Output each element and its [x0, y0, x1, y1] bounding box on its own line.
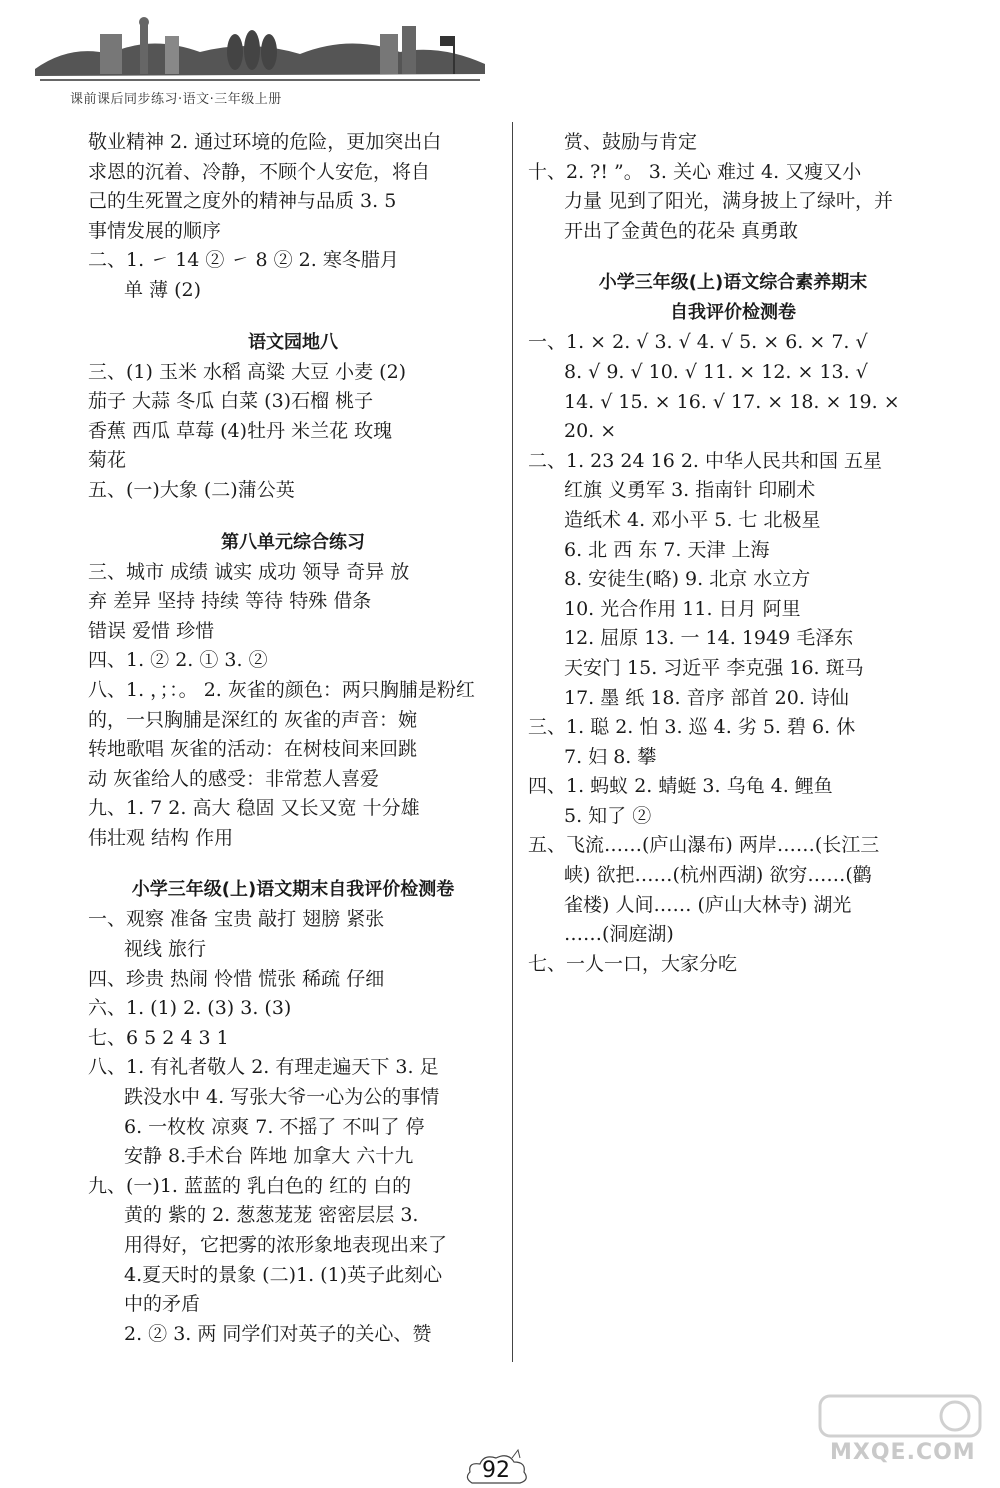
answer-line: 茄子 大蒜 冬瓜 白菜 (3)石榴 桃子 — [88, 390, 374, 413]
answer-line: 敬业精神 2. 通过环境的危险，更加突出白 — [88, 131, 442, 153]
answer-line: 八、1. 有礼者敬人 2. 有理走遍天下 3. 足 — [88, 1056, 439, 1079]
answer-line: 5. 知了 ② — [564, 804, 652, 827]
answer-line: 十、2. ?! ”。 3. 关心 难过 4. 又瘦又小 — [528, 160, 862, 183]
answer-line: 八、1. ，；：。 2. 灰雀的颜色：两只胸脯是粉红 — [88, 678, 475, 701]
answer-line: 三、(1) 玉米 水稻 高粱 大豆 小麦 (2) — [88, 360, 407, 383]
answer-line: 二、1. ㇀ 14 ② ㇀ 8 ② 2. 寒冬腊月 — [88, 249, 399, 272]
answer-line: 菊花 — [88, 449, 127, 472]
answer-line: 视线 旅行 — [124, 938, 207, 961]
answer-line: 造纸术 4. 邓小平 5. 七 北极星 — [564, 508, 821, 531]
answer-line: 12. 屈原 13. 一 14. 1949 毛泽东 — [564, 627, 854, 650]
answer-line: 弃 差异 坚持 持续 等待 特殊 借条 — [88, 590, 372, 613]
answer-line: 一、观察 准备 宝贵 敲打 翅膀 紧张 — [88, 908, 385, 931]
answer-line: 10. 光合作用 11. 日月 阿里 — [564, 597, 801, 620]
answer-line: 的，一只胸脯是深红的 灰雀的声音：婉 — [88, 708, 418, 731]
answer-line: 七、一人一口，大家分吃 — [528, 952, 738, 975]
answer-line: 中的矛盾 — [124, 1293, 201, 1316]
answer-line: 错误 爱惜 珍惜 — [88, 619, 215, 642]
section-title: 第八单元综合练习 — [221, 531, 365, 553]
answer-line: 五、飞流……(庐山瀑布) 两岸……(长江三 — [528, 834, 880, 857]
answer-line: 雀楼) 人间…… (庐山大林寺) 湖光 — [564, 893, 852, 916]
answer-line: 6. 北 西 东 7. 天津 上海 — [564, 538, 770, 561]
answer-line: 三、1. 聪 2. 怕 3. 巡 4. 劣 5. 碧 6. 休 — [528, 716, 856, 739]
answer-line: 2. ② 3. 两 同学们对英子的关心、赞 — [124, 1322, 432, 1345]
answer-line: 单 薄 (2) — [124, 278, 201, 301]
watermark-text: MXQE.COM — [830, 1440, 976, 1465]
answer-line: 三、城市 成绩 诚实 成功 领导 奇异 放 — [88, 560, 410, 583]
answer-line: 赏、鼓励与肯定 — [564, 131, 698, 153]
answer-line: 力量 见到了阳光，满身披上了绿叶，并 — [564, 190, 894, 213]
answer-line: 二、1. 23 24 16 2. 中华人民共和国 五星 — [528, 449, 883, 472]
page-number: 92 — [482, 1458, 510, 1483]
answer-line: 14. √ 15. × 16. √ 17. × 18. × 19. × — [564, 390, 900, 413]
section-title: 自我评价检测卷 — [670, 302, 796, 324]
header-banner — [30, 14, 490, 107]
skyline-illustration-icon — [30, 14, 490, 89]
answer-line: 黄的 紫的 2. 葱葱茏茏 密密层层 3. — [124, 1204, 419, 1227]
answer-line: 开出了金黄色的花朵 真勇敢 — [564, 219, 799, 242]
section-spacer — [88, 306, 498, 328]
answer-line: 7. 妇 8. 攀 — [564, 745, 657, 768]
answer-line: 17. 墨 纸 18. 音序 部首 20. 诗仙 — [564, 686, 849, 709]
answer-line: 七、6 5 2 4 3 1 — [88, 1026, 229, 1049]
answer-line: 伟壮观 结构 作用 — [88, 826, 234, 849]
answer-line: 事情发展的顺序 — [88, 219, 222, 242]
answer-line: 香蕉 西瓜 草莓 (4)牡丹 米兰花 玫瑰 — [88, 419, 393, 442]
answer-line: 一、1. × 2. √ 3. √ 4. √ 5. × 6. × 7. √ — [528, 331, 868, 354]
answer-line: 跌没水中 4. 写张大爷一心为公的事情 — [124, 1086, 440, 1109]
answer-line: 九、1. 7 2. 高大 稳固 又长又宽 十分雄 — [88, 797, 420, 820]
answer-line: 转地歌唱 灰雀的活动：在树枝间来回跳 — [88, 738, 418, 761]
section-title: 小学三年级(上)语文期末自我评价检测卷 — [131, 879, 455, 901]
answer-line: 四、珍贵 热闹 怜惜 慌张 稀疏 仔细 — [88, 967, 385, 990]
answer-line: 6. 一枚枚 凉爽 7. 不摇了 不叫了 停 — [124, 1115, 425, 1138]
answer-line: ……(洞庭湖) — [564, 923, 674, 946]
answer-line: 用得好，它把雾的浓形象地表现出来了 — [124, 1234, 448, 1256]
section-title: 语文园地八 — [248, 331, 338, 353]
book-title: 课前课后同步练习·语文·三年级上册 — [70, 92, 282, 107]
answer-line: 峡) 欲把……(杭州西湖) 欲穷……(鹳 — [564, 864, 872, 887]
answer-line: 九、(一)1. 蓝蓝的 乳白色的 红的 白的 — [88, 1174, 412, 1197]
answer-line: 五、(一)大象 (二)蒲公英 — [88, 478, 295, 501]
answer-line: 四、1. 蚂蚁 2. 蜻蜓 3. 乌龟 4. 鲤鱼 — [528, 775, 833, 798]
answer-line: 20. × — [564, 420, 617, 443]
answer-line: 六、1. (1) 2. (3) 3. (3) — [88, 997, 292, 1020]
section-spacer — [88, 506, 498, 528]
answer-line: 安静 8.手术台 阵地 加拿大 六十九 — [124, 1145, 414, 1168]
section-spacer — [528, 246, 938, 268]
answer-line: 四、1. ② 2. ① 3. ② — [88, 649, 268, 672]
answer-line: 红旗 义勇军 3. 指南针 印刷术 — [564, 479, 816, 502]
answer-line: 己的生死置之度外的精神与品质 3. 5 — [88, 190, 397, 213]
answer-line: 8. 安徒生(略) 9. 北京 水立方 — [564, 568, 811, 591]
answer-line: 动 灰雀给人的感受：非常惹人喜爱 — [88, 767, 380, 790]
answer-line: 4.夏天时的景象 (二)1. (1)英子此刻心 — [124, 1263, 443, 1286]
left-column — [88, 128, 498, 1349]
answer-line: 求恩的沉着、冷静，不顾个人安危，将自 — [88, 160, 431, 183]
section-spacer — [88, 853, 498, 875]
section-title: 小学三年级(上)语文综合素养期末 — [598, 272, 868, 294]
answer-line: 天安门 15. 习近平 李克强 16. 斑马 — [564, 656, 864, 679]
right-column — [528, 128, 938, 979]
column-divider — [512, 122, 513, 1362]
answer-line: 8. √ 9. √ 10. √ 11. × 12. × 13. √ — [564, 360, 868, 383]
